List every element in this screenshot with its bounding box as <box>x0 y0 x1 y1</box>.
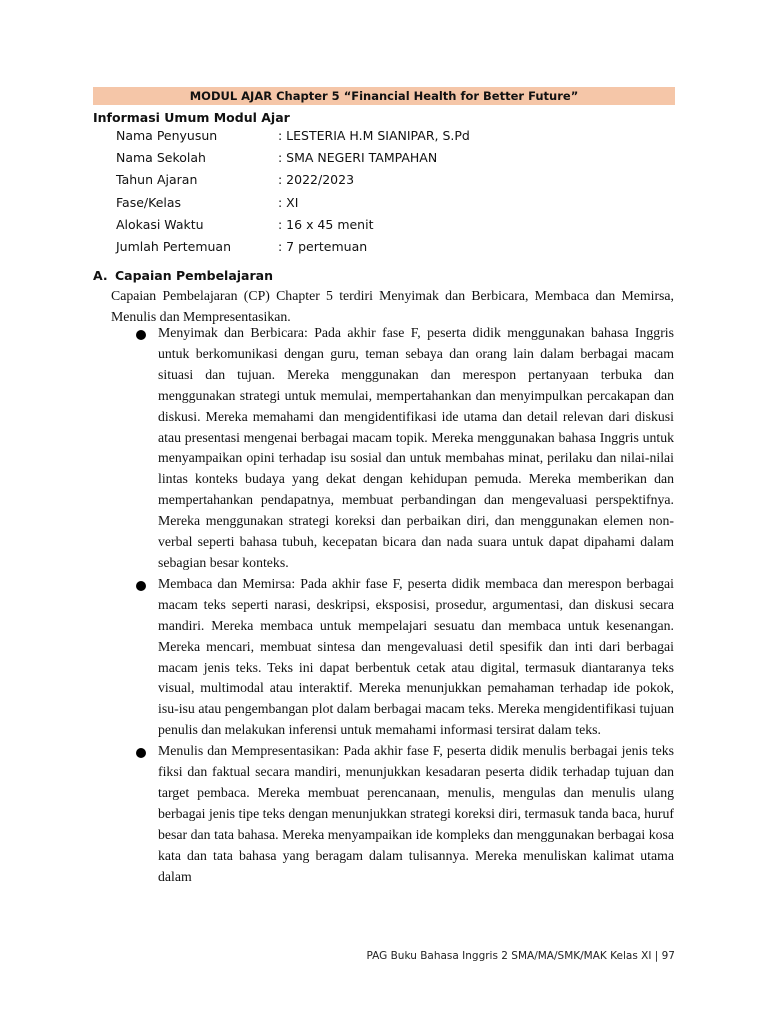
bullet-list <box>158 323 674 887</box>
page-footer: PAG Buku Bahasa Inggris 2 SMA/MA/SMK/MAK Kelas XI | 97 <box>366 950 675 962</box>
bullet-dot-icon <box>136 748 146 758</box>
info-table <box>116 126 470 259</box>
bullet-item <box>158 323 674 574</box>
info-value: : LESTERIA H.M SIANIPAR, S.Pd <box>278 128 470 143</box>
bullet-dot-icon <box>136 330 146 340</box>
info-value: : SMA NEGERI TAMPAHAN <box>278 150 438 166</box>
info-row <box>116 170 470 192</box>
info-label: Nama Penyusun <box>116 128 218 143</box>
info-label: Tahun Ajaran <box>116 172 198 188</box>
info-row <box>116 215 470 237</box>
bullet-item <box>158 574 674 741</box>
info-row <box>116 126 470 148</box>
module-title-banner: MODUL AJAR Chapter 5 “Financial Health for Better Future” <box>93 87 675 105</box>
info-row <box>116 193 470 215</box>
section-number: A. <box>93 268 108 283</box>
bullet-dot-icon <box>136 581 146 591</box>
bullet-text: Membaca dan Memirsa: Pada akhir fase F, peserta didik membaca dan merespon berbagai macam teks seperti narasi, deskripsi, eksposisi, prosedur, argumentasi, dan diskusi secara mandiri. Mereka membaca untuk mempelajari sesuatu dan membaca untuk kesenangan. Mereka mencari, membuat sintesa dan mengevaluasi detil spesifik dan inti dari berbagai macam jenis teks. Teks ini dapat berbentuk cetak atau digital, termasuk diantaranya teks visual, multimodal atau interaktif. Mereka menunjukkan pemahaman terhadap ide pokok, isu-isu atau pengembangan plot dalam berbagai macam teks. Mereka mengidentifikasi tujuan penulis dan melakukan inferensi untuk memahami informasi tersirat dalam teks. <box>158 575 674 738</box>
info-label: Fase/Kelas <box>116 194 182 210</box>
info-label: Nama Sekolah <box>116 150 206 166</box>
info-value: : XI <box>278 194 299 210</box>
info-value: : 16 x 45 menit <box>278 216 374 232</box>
bullet-text: Menyimak dan Berbicara: Pada akhir fase F, peserta didik menggunakan bahasa Inggris untuk berkomunikasi dengan guru, teman sebaya dan orang lain dalam berbagai macam situasi dan tujuan. Mereka menggunakan dan merespon pertanyaan terbuka dan menggunakan strategi untuk memulai, mempertahankan dan menyimpulkan percakapan dan diskusi. Mereka memahami dan mengidentifikasi ide utama dan detail relevan dari diskusi atau presentasi mengenai berbagai macam topik. Mereka menggunakan bahasa Inggris untuk menyampaikan opini terhadap isu sosial dan untuk membahas minat, perilaku dan nilai-nilai lintas konteks budaya yang dekat dengan kehidupan pemuda. Mereka memberikan dan mempertahankan pendapatnya, membuat perbandingan dan mengevaluasi perspektifnya. Mereka menggunakan strategi koreksi dan perbaikan diri, dan menggunakan elemen non-verbal seperti bahasa tubuh, kecepatan bicara dan nada suara untuk dapat dipahami dalam sebagian besar konteks. <box>158 325 674 570</box>
info-row <box>116 148 470 170</box>
info-value: : 7 pertemuan <box>278 238 368 254</box>
section-title: Capaian Pembelajaran <box>115 268 273 283</box>
info-heading: Informasi Umum Modul Ajar <box>93 110 290 125</box>
info-row <box>116 237 470 259</box>
bullet-text: Menulis dan Mempresentasikan: Pada akhir fase F, peserta didik menulis berbagai jenis teks fiksi dan faktual secara mandiri, menunjukkan kesadaran peserta didik terhadap tujuan dan target pembaca. Mereka membuat perencanaan, menulis, mengulas dan menulis ulang berbagai jenis tipe teks dengan menunjukkan strategi koreksi diri, termasuk tanda baca, huruf besar dan tata bahasa. Mereka menyampaikan ide kompleks dan menggunakan berbagai kosa kata dan tata bahasa yang beragam dalam tulisannya. Mereka menuliskan kalimat utama dalam <box>158 743 674 884</box>
section-intro: Capaian Pembelajaran (CP) Chapter 5 terdiri Menyimak dan Berbicara, Membaca dan Memirsa, Menulis dan Mempresentasikan. <box>111 288 674 324</box>
info-label: Jumlah Pertemuan <box>116 238 232 254</box>
section-heading <box>93 268 273 283</box>
bullet-item <box>158 741 674 887</box>
info-value: : 2022/2023 <box>278 172 355 188</box>
info-label: Alokasi Waktu <box>116 216 204 232</box>
